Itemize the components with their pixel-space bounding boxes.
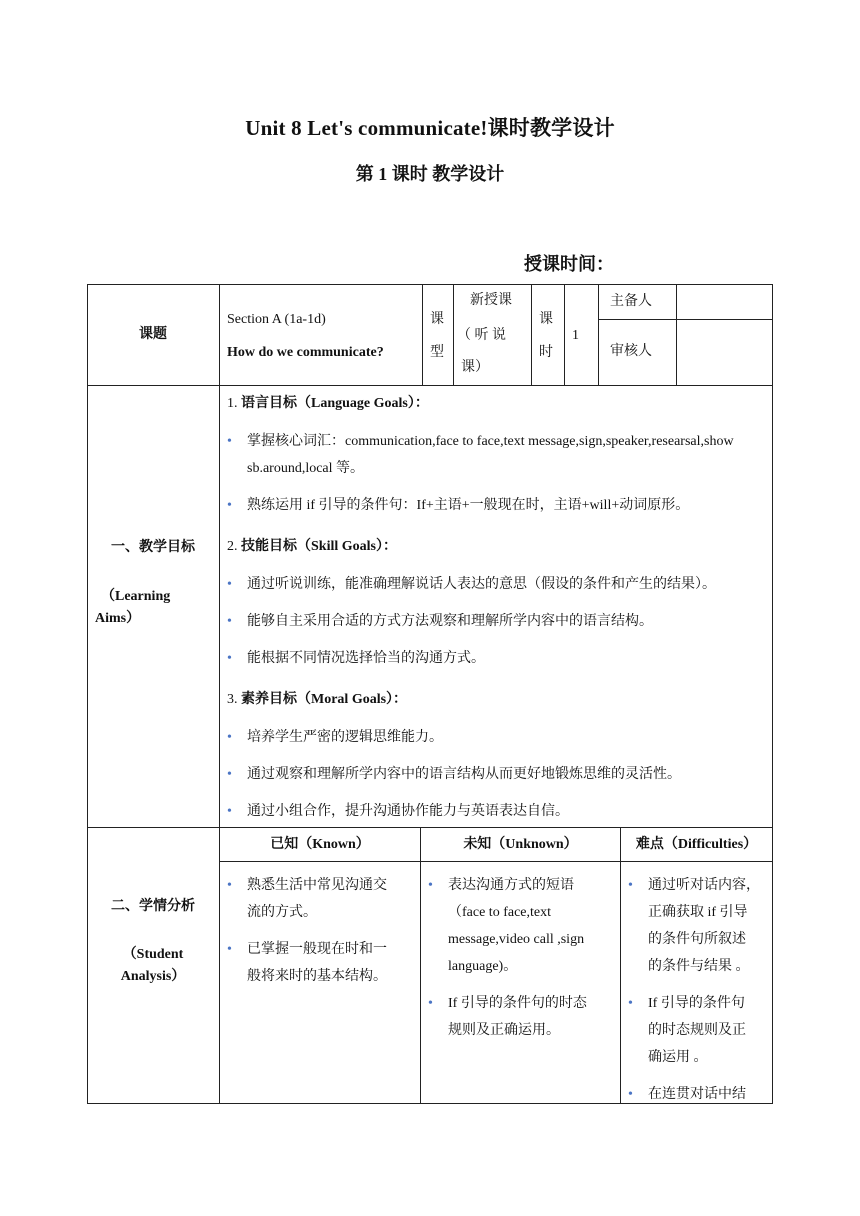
difficulty-item <box>628 872 770 980</box>
table-border-period-value <box>564 284 565 385</box>
language-goals-heading <box>227 394 767 414</box>
known-list <box>227 872 415 990</box>
period-label-1: 课 <box>539 312 553 327</box>
table-border-period-label <box>531 284 532 385</box>
question-text: How do we communicate? <box>227 345 384 360</box>
unknown-item-line: language)。 <box>448 959 518 974</box>
table-border-type-label <box>422 284 423 385</box>
preparer-value[interactable] <box>677 285 772 319</box>
aims-label-en-1: （Learning <box>101 589 171 604</box>
moral-goal-item: • 通过小组合作，提升沟通协作能力与英语表达自信。 <box>227 798 767 825</box>
topic-label: 课题 <box>139 327 167 342</box>
type-label-1: 课 <box>430 312 444 327</box>
language-goals-title: 语言目标（Language Goals）： <box>241 396 429 411</box>
type-label-2: 型 <box>430 345 444 360</box>
known-item-line: 已掌握一般现在时和一 <box>247 942 387 957</box>
difficulty-item <box>628 1081 770 1108</box>
difficulties-list <box>628 872 770 1108</box>
document-subtitle: 第 1 课时 教学设计 <box>355 164 505 184</box>
unknown-item-line: message,video call ,sign <box>448 932 585 947</box>
unknown-header: 未知（Unknown） <box>463 837 578 852</box>
difficulty-item-line: 的条件与结果 。 <box>648 959 750 974</box>
difficulty-item-line: 的时态规则及正 <box>648 1023 746 1038</box>
table-border-row1-bottom <box>87 385 773 386</box>
moral-goal-item: • 培养学生严密的逻辑思维能力。 <box>227 724 767 751</box>
skill-goals-num: 2. <box>227 539 238 554</box>
difficulty-item-line: 正确获取 if 引导 <box>648 905 748 920</box>
preparer-label: 主备人 <box>610 294 652 309</box>
language-goals-list <box>227 428 767 519</box>
table-border-staff-label <box>598 284 599 385</box>
type-value-2: （ 听 说 <box>457 328 506 343</box>
table-border-unknown-col <box>420 827 421 1104</box>
language-goals-num: 1. <box>227 396 238 411</box>
period-label-2: 时 <box>539 345 553 360</box>
unknown-item <box>428 990 618 1044</box>
aims-label-cn: 一、教学目标 <box>111 540 195 555</box>
skill-goals-title: 技能目标（Skill Goals）： <box>241 539 397 554</box>
analysis-label-en-1: （Student <box>122 947 184 962</box>
skill-goals-list <box>227 571 767 672</box>
teaching-time-label: 授课时间： <box>524 254 614 274</box>
difficulty-item <box>628 990 770 1071</box>
moral-goal-item: • 通过观察和理解所学内容中的语言结构从而更好地锻炼思维的灵活性。 <box>227 761 767 788</box>
type-value-1: 新授课 <box>470 293 512 308</box>
lesson-plan-table <box>87 284 773 1104</box>
skill-goal-item: • 通过听说训练，能准确理解说话人表达的意思（假设的条件和产生的结果）。 <box>227 571 767 598</box>
reviewer-label: 审核人 <box>610 344 652 359</box>
period-value: 1 <box>572 328 579 343</box>
type-value-3: 课） <box>461 360 489 375</box>
known-item-line: 般将来时的基本结构。 <box>247 969 387 984</box>
difficulty-item-line: 确运用 。 <box>648 1050 708 1065</box>
document-title: Unit 8 Let's communicate!课时教学设计 <box>245 116 615 140</box>
unknown-item-line: If 引导的条件句的时态 <box>448 996 587 1011</box>
table-border-analysis-header <box>219 861 773 862</box>
language-goal-item: • 熟练运用 if 引导的条件句：If+主语+一般现在时，主语+will+动词原形。 <box>227 492 767 519</box>
difficulty-item-line: 在连贯对话中结 <box>648 1087 746 1102</box>
aims-label-en-2: Aims） <box>95 611 141 626</box>
table-border-difficulty-col <box>620 827 621 1104</box>
analysis-label-cn: 二、学情分析 <box>111 899 195 914</box>
aims-content <box>227 394 767 825</box>
analysis-label-en-2: Analysis） <box>120 969 186 984</box>
unknown-item-line: （face to face,text <box>448 905 551 920</box>
known-item-line: 熟悉生活中常见沟通交 <box>247 878 387 893</box>
table-border-row2-bottom <box>87 827 773 828</box>
difficulty-item-line: 的条件句所叙述 <box>648 932 746 947</box>
difficulty-item-line: 通过听对话内容， <box>648 878 760 893</box>
difficulty-item-line: If 引导的条件句 <box>648 996 745 1011</box>
known-item <box>227 936 415 990</box>
unknown-item-line: 规则及正确运用。 <box>448 1023 560 1038</box>
difficulties-header: 难点（Difficulties） <box>635 837 758 852</box>
language-goal-item: • 掌握核心词汇：communication,face to face,text message,sign,speaker,researsal,show sb.around,local 等。 <box>227 428 767 482</box>
unknown-list <box>428 872 618 1044</box>
moral-goals-list <box>227 724 767 825</box>
table-border-top <box>87 284 773 285</box>
skill-goal-item: • 能根据不同情况选择恰当的沟通方式。 <box>227 645 767 672</box>
moral-goals-heading <box>227 690 767 710</box>
table-border-type-value <box>453 284 454 385</box>
table-border-right <box>772 284 773 1104</box>
known-header: 已知（Known） <box>270 837 370 852</box>
table-border-label-col <box>219 284 220 1104</box>
moral-goals-title: 素养目标（Moral Goals）： <box>241 692 408 707</box>
reviewer-value[interactable] <box>677 320 772 385</box>
known-item <box>227 872 415 926</box>
known-item-line: 流的方式。 <box>247 905 317 920</box>
section-text: Section A (1a-1d) <box>227 312 326 327</box>
skill-goal-item: • 能够自主采用合适的方式方法观察和理解所学内容中的语言结构。 <box>227 608 767 635</box>
skill-goals-heading <box>227 537 767 557</box>
unknown-item-line: 表达沟通方式的短语 <box>448 878 574 893</box>
unknown-item <box>428 872 618 980</box>
moral-goals-num: 3. <box>227 692 238 707</box>
